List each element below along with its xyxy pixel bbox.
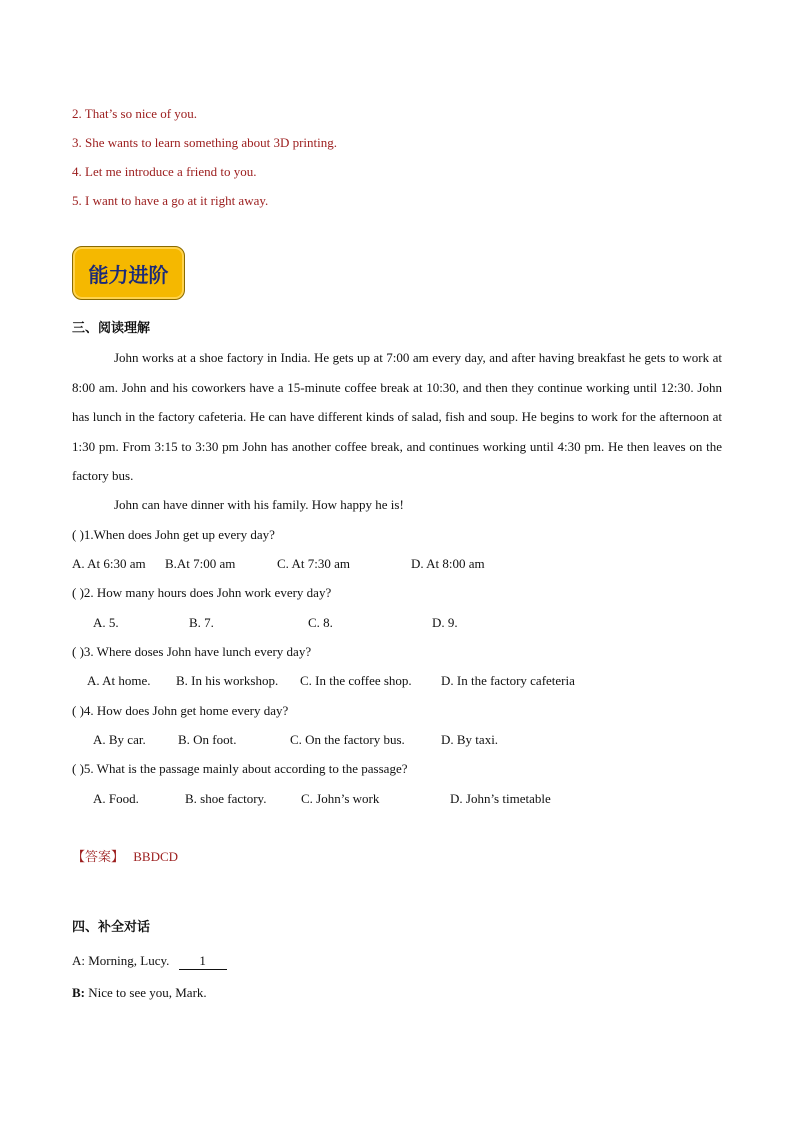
dialog-text-1: Morning, Lucy.: [88, 953, 170, 968]
sentence-5: 5. I want to have a go at it right away.: [72, 193, 269, 208]
sentence-4: 4. Let me introduce a friend to you.: [72, 164, 257, 179]
sentence-3: 3. She wants to learn something about 3D printing.: [72, 135, 338, 150]
question-3-stem: ( )3. Where doses John have lunch every day?: [72, 644, 312, 659]
passage-paragraph-2: John can have dinner with his family. How happy he is!: [114, 497, 404, 512]
answer-label: 【答案】: [72, 850, 125, 865]
q1-option-b: B.At 7:00 am: [165, 556, 236, 571]
q2-option-a: A. 5.: [93, 615, 119, 630]
q3-option-b: B. In his workshop.: [176, 673, 279, 688]
dialog-speaker-a: A:: [72, 953, 85, 968]
passage-paragraph-1: John works at a shoe factory in India. He gets up at 7:00 am every day, and after having breakfast he gets to work at 8:00 am. John and his coworkers have a 15-minute coffee break at 10:30, and then they continue working until 12:30. John has lunch in the factory cafeteria. He can have different kinds of salad, fish and soup. He begins to work for the afternoon at 1:30 pm. From 3:15 to 3:30 pm John has another coffee break, and continues working until 4:30 pm. He then leaves on the factory bus.: [72, 350, 722, 483]
q3-option-d: D. In the factory cafeteria: [441, 673, 575, 688]
answer-line: [72, 849, 178, 866]
q5-option-a: A. Food.: [93, 791, 139, 806]
q1-option-a: A. At 6:30 am: [72, 556, 146, 571]
dialog-speaker-b: B:: [72, 985, 85, 1000]
sentence-2: 2. That’s so nice of you.: [72, 106, 198, 121]
q5-option-b: B. shoe factory.: [185, 791, 267, 806]
section-badge: [72, 246, 185, 300]
q4-option-a: A. By car.: [93, 732, 146, 747]
q2-option-b: B. 7.: [189, 615, 214, 630]
q4-option-b: B. On foot.: [178, 732, 237, 747]
answer-value: BBDCD: [133, 849, 179, 864]
q5-option-c: C. John’s work: [301, 791, 380, 806]
question-5-stem: ( )5. What is the passage mainly about according to the passage?: [72, 761, 408, 776]
q4-option-d: D. By taxi.: [441, 732, 499, 747]
dialog-text-2: Nice to see you, Mark.: [88, 985, 207, 1000]
badge-label: 能力进阶: [88, 262, 169, 287]
q3-option-a: A. At home.: [87, 673, 151, 688]
dialog-blank-1[interactable]: 1: [179, 953, 227, 970]
q2-option-d: D. 9.: [432, 615, 458, 630]
q3-option-c: C. In the coffee shop.: [300, 673, 412, 688]
q5-option-d: D. John’s timetable: [450, 791, 551, 806]
question-1-stem: ( )1.When does John get up every day?: [72, 527, 275, 542]
section4-title: 四、补全对话: [72, 920, 151, 935]
q1-option-c: C. At 7:30 am: [277, 556, 350, 571]
q2-option-c: C. 8.: [308, 615, 333, 630]
dialog-line-2: [72, 985, 207, 1001]
question-2-stem: ( )2. How many hours does John work every day?: [72, 585, 332, 600]
question-4-stem: ( )4. How does John get home every day?: [72, 703, 289, 718]
dialog-line-1: [72, 953, 227, 970]
q4-option-c: C. On the factory bus.: [290, 732, 405, 747]
q1-option-d: D. At 8:00 am: [411, 556, 485, 571]
section3-title: 三、阅读理解: [72, 321, 151, 336]
